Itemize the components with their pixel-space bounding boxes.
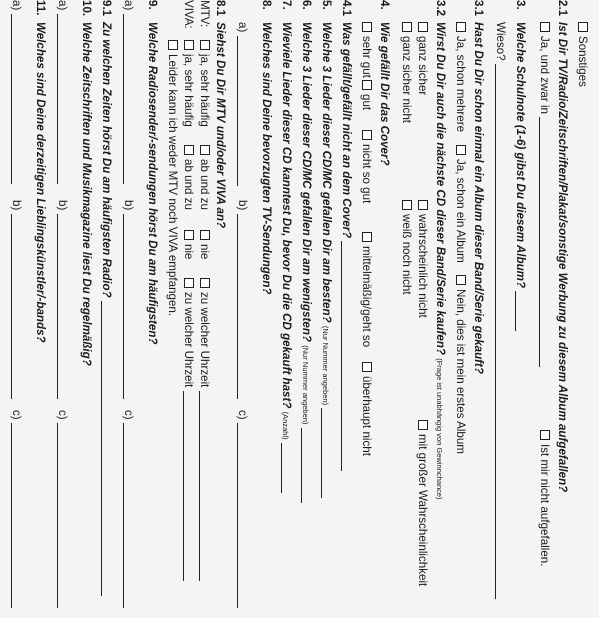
question-number: 7. [280,0,293,10]
question-text: Welches sind Deine bevorzugten TV-Sendungen? [260,22,273,295]
question-6 [297,0,315,503]
question-number: 8.1 [214,0,227,17]
label-often: ja, sehr häufig [182,54,195,127]
label-time: zu welcher Uhrzeit [182,292,195,388]
question-number: 11. [34,0,47,16]
question-11 [31,0,49,343]
tv-c-field[interactable] [237,423,249,608]
question-3-2 [431,0,449,500]
question-text: Was gefällt/gefällt nicht an dem Cover? [340,22,353,239]
label-mtv: MTV: [198,0,211,28]
label-c: c) [56,410,69,420]
label-never: nie [182,244,195,260]
checkbox-cover-very-good[interactable] [362,22,372,32]
label-why: Wieso? [494,22,507,61]
checkbox-dont-know[interactable] [402,200,412,210]
question-9 [143,0,161,345]
question-number: 6. [300,0,313,10]
checkbox-mtv-sometimes[interactable] [200,145,210,155]
question-9-1 [97,0,115,596]
question-text: Wirst Du Dir auch die nächste CD dieser Band/Serie kaufen? [434,22,447,355]
label-b: b) [236,200,249,211]
question-3-1 [469,0,487,374]
question-text: Welche Radiosender/-sendungen hörst Du am häufigsten? [146,22,159,345]
checkbox-cover-not-at-all[interactable] [362,362,372,372]
radio-b-field[interactable] [123,214,135,399]
question-2-1 [553,0,571,492]
question-text: Welche Zeitschriften und Musikmagazine liest Du regelmäßig? [80,22,93,366]
question-text: Zu welchen Zeiten hörst Du am häufigsten Radio? [100,22,113,298]
question-text: Welche 3 Lieder dieser CD/MC gefallen Dir am besten? [320,22,333,323]
checkbox-mtv-time[interactable] [200,278,210,288]
radio-time-field[interactable] [101,301,113,596]
checkbox-probably-not[interactable] [418,200,428,210]
label-cover-mediocre: mittelmäßig/geht so [360,246,373,348]
checkbox-very-likely[interactable] [418,420,428,430]
checkbox-viva-never[interactable] [184,230,194,240]
worst-songs-field[interactable] [301,428,313,503]
grade-field[interactable] [515,291,527,331]
label-sometimes: ab und zu [182,159,195,210]
label-cover-not-so-good: nicht so gut [360,144,373,204]
question-8-1 [211,0,229,228]
checkbox-advert-yes[interactable] [540,22,550,32]
label-bought-one: Ja, schon ein Album [454,159,467,263]
tv-b-field[interactable] [237,214,249,399]
label-sonstiges: Sonstiges [576,36,589,87]
mtv-time-field[interactable] [199,391,211,581]
label-b: b) [10,200,23,211]
question-number: 9. [146,0,159,10]
label-a: a) [236,22,249,33]
question-number: 3.1 [472,0,485,17]
label-often: ja, sehr häufig [198,54,211,127]
checkbox-advert-no[interactable] [540,430,550,440]
question-number: 3.2 [434,0,447,17]
best-songs-field[interactable] [321,408,333,498]
label-b: b) [122,200,135,211]
checkbox-certainly-not[interactable] [402,22,412,32]
label-never: nie [198,244,211,260]
why-field[interactable] [495,64,507,599]
question-note: (Nur Nummer angeben) [301,345,310,425]
artist-a-field[interactable] [11,14,23,184]
question-4 [375,0,393,166]
question-note: (Nur Nummer angeben) [321,325,330,406]
question-5 [317,0,335,498]
radio-a-field[interactable] [123,14,135,184]
label-c: c) [10,410,23,420]
label-cover-not-at-all: überhaupt nicht [360,376,373,456]
cover-comment-field[interactable] [341,241,353,471]
magazine-c-field[interactable] [57,423,69,608]
label-time: zu welcher Uhrzeit [198,292,211,388]
checkbox-sonstiges[interactable] [578,22,588,32]
artist-c-field[interactable] [11,423,23,608]
label-first-album: Nein, dies ist mein erstes Album [454,289,467,454]
question-10 [77,0,95,366]
label-c: c) [122,410,135,420]
question-text: Welche 3 Lieder dieser CD/MC gefallen Dir am wenigsten? [300,22,313,342]
artist-b-field[interactable] [11,214,23,399]
question-text: Wie gefällt Dir das Cover? [378,22,391,166]
checkbox-no-reception[interactable] [168,40,178,50]
viva-time-field[interactable] [183,391,195,581]
radio-c-field[interactable] [123,423,135,608]
label-c: c) [236,410,249,420]
question-text: Ist Dir TV/Radio/Zeitschriften/Plakat/sonstige Werbung zu diesem Album aufgefallen? [556,22,569,493]
checkbox-viva-often[interactable] [184,40,194,50]
label-no-reception: Leider kann ich weder MTV noch VIVA empfangen. [166,54,179,317]
label-a: a) [10,0,23,11]
question-number: 9.1 [100,0,113,17]
magazine-a-field[interactable] [57,14,69,184]
label-a: a) [122,0,135,11]
question-text: Hast Du Dir schon einmal ein Album dieser Band/Serie gekauft? [472,22,485,374]
checkbox-viva-time[interactable] [184,278,194,288]
question-note: (Anzahl) [281,411,290,440]
label-cover-very-good: sehr gut [360,36,373,78]
checkbox-bought-one[interactable] [456,145,466,155]
label-probably-not: wahrscheinlich nicht [416,214,429,318]
tv-a-field[interactable] [237,36,249,186]
question-number: 8. [260,0,273,10]
label-certainly-not: ganz sicher nicht [400,36,413,123]
question-number: 5. [320,0,333,10]
label-certain: ganz sicher [416,36,429,96]
known-songs-field[interactable] [281,443,293,493]
question-7 [277,0,295,493]
question-4-1 [337,0,355,471]
checkbox-cover-not-so-good[interactable] [362,130,372,140]
question-text: Welche Schulnote (1-6) gibst Du diesem Album? [514,22,527,289]
label-bought-several: Ja, schon mehrere [454,36,467,133]
checkbox-mtv-often[interactable] [200,40,210,50]
question-text: Welches sind Deine derzeitigen Lieblingskünstler/-bands? [34,22,47,343]
label-advert-yes: Ja, und zwar in [538,36,551,114]
question-number: 2.1 [556,0,569,17]
checkbox-bought-several[interactable] [456,22,466,32]
checkbox-cover-good[interactable] [362,80,372,90]
question-text: Siehst Du Dir MTV und/oder VIVA an? [214,22,227,229]
label-sometimes: ab und zu [198,159,211,210]
checkbox-first-album[interactable] [456,275,466,285]
question-number: 10. [80,0,93,17]
label-dont-know: weiß noch nicht [400,214,413,295]
question-number: 4. [378,0,391,10]
magazine-b-field[interactable] [57,214,69,399]
question-text: Wieviele Lieder dieser CD kanntest Du, bevor Du die CD gekauft hast? [280,22,293,409]
checkbox-certain[interactable] [418,22,428,32]
checkbox-mtv-never[interactable] [200,230,210,240]
question-3 [511,0,529,331]
checkbox-cover-mediocre[interactable] [362,232,372,242]
advert-where-field[interactable] [539,117,551,367]
label-advert-no: Ist mir nicht aufgefallen. [538,444,551,567]
label-a: a) [56,0,69,11]
label-viva: VIVA: [182,0,195,29]
question-8 [257,0,275,295]
question-number: 4.1 [340,0,353,17]
question-note: (Frage ist unabhängig von Gewinnchance) [435,358,444,500]
checkbox-viva-sometimes[interactable] [184,145,194,155]
label-very-likely: mit großer Wahrscheinlichkeit [416,434,429,587]
label-cover-good: gut [360,94,373,111]
label-b: b) [56,200,69,211]
question-number: 3. [514,0,527,10]
